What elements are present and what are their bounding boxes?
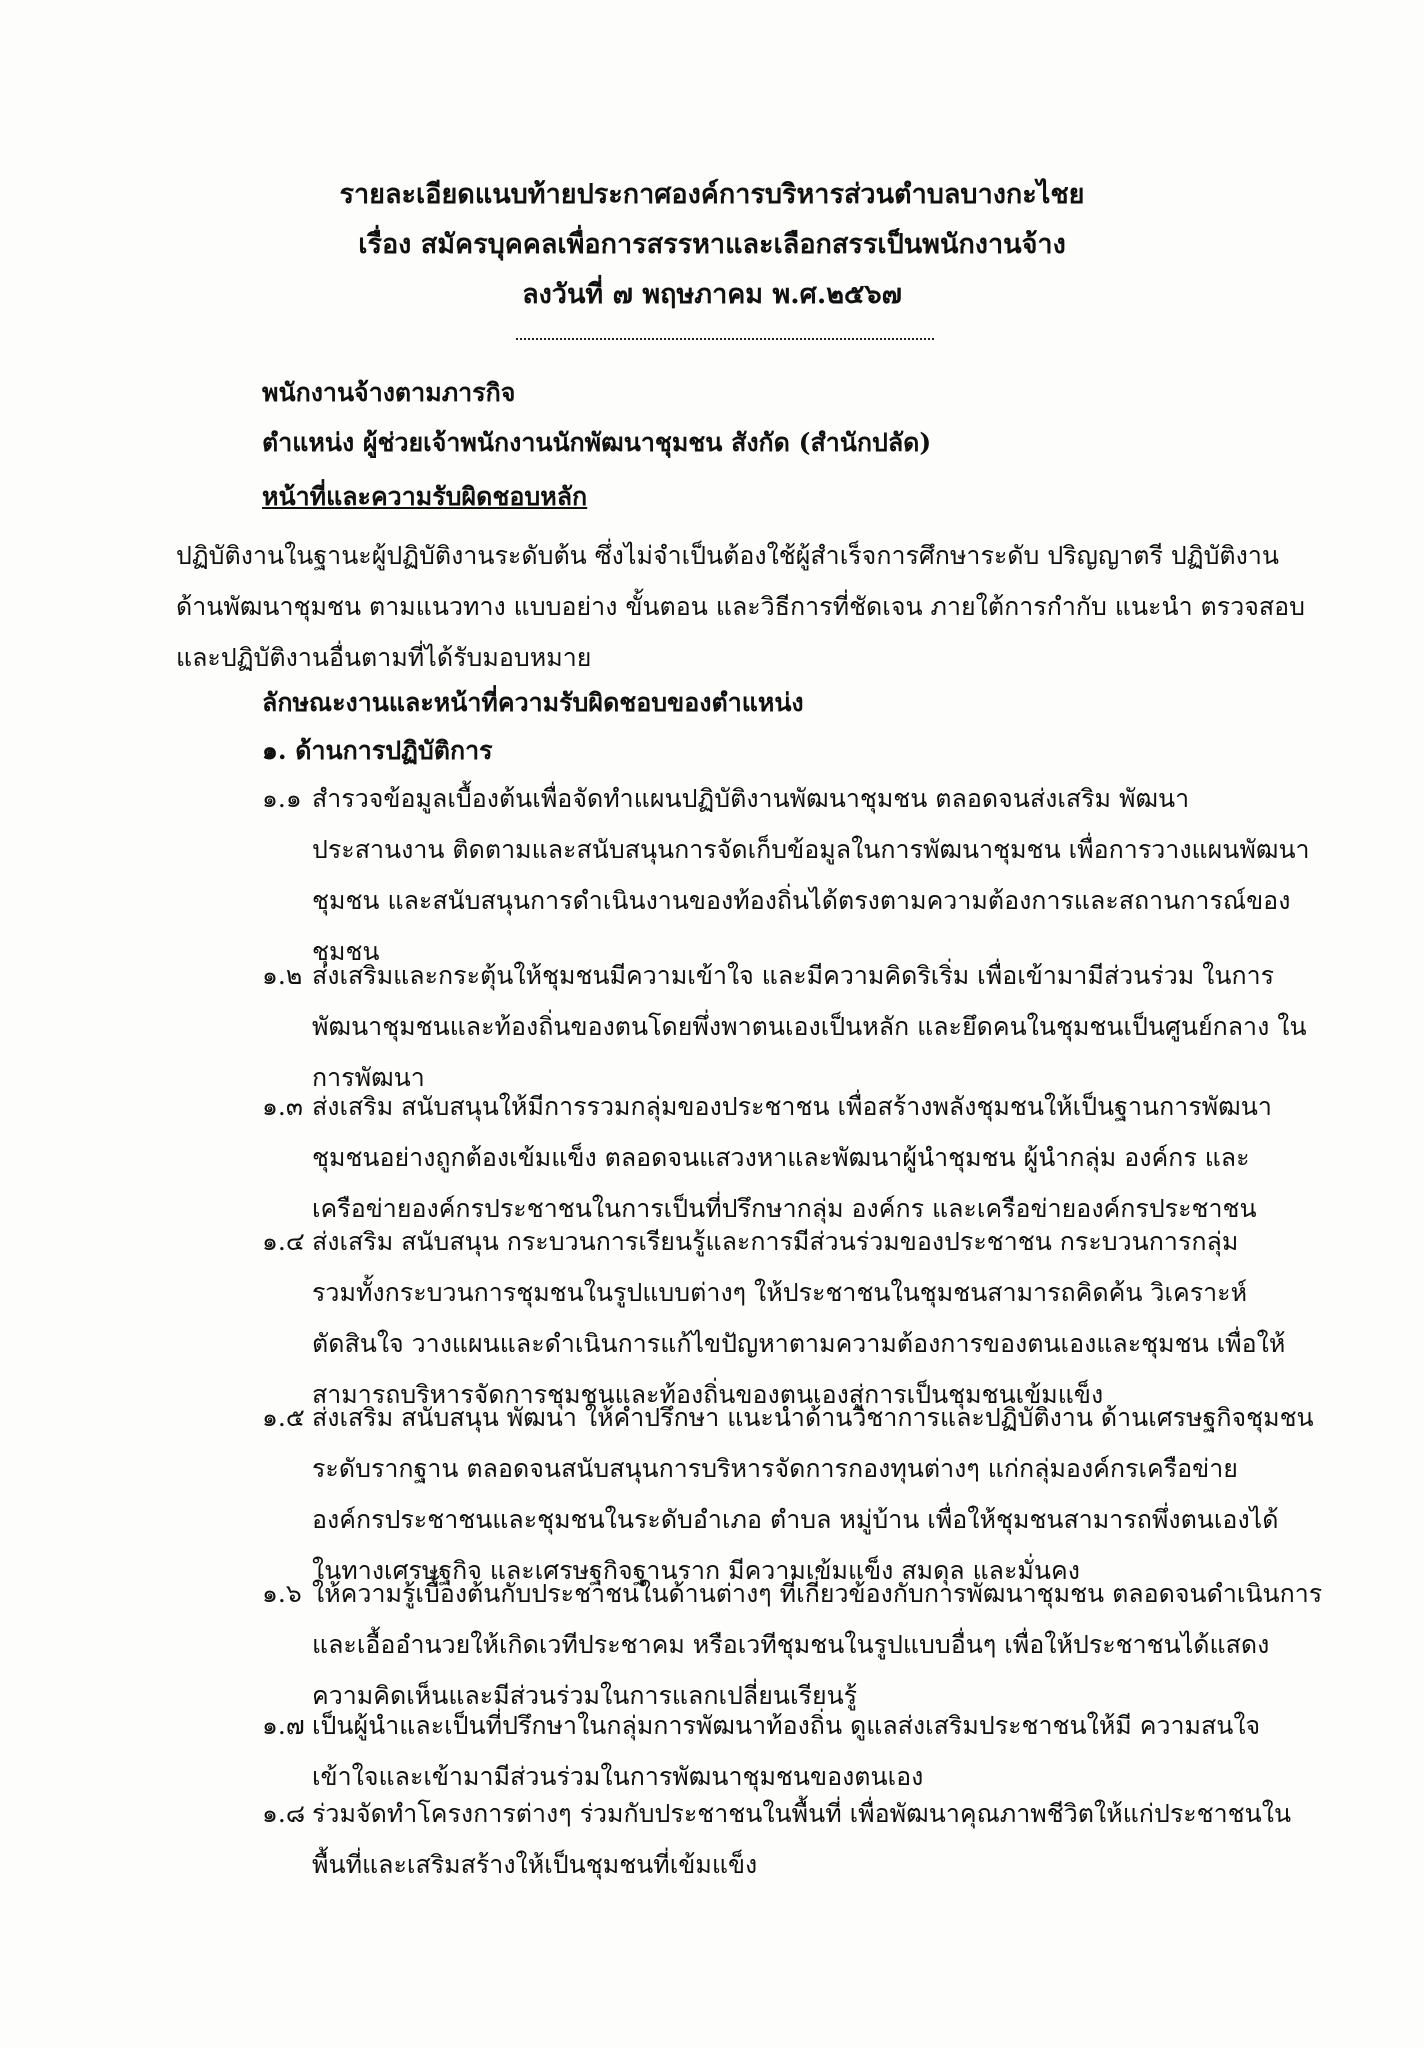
duty-item-1-1 — [262, 773, 1310, 977]
duty-item-1-3 — [262, 1081, 1272, 1234]
duty-item-1-4 — [262, 1216, 1286, 1420]
item-line: ชุมชน และสนับสนุนการดำเนินงานของท้องถิ่นได้ตรงตามความต้องการและสถานการณ์ของ — [312, 886, 1291, 915]
item-line: และเอื้ออำนวยให้เกิดเวทีประชาคม หรือเวทีชุมชนในรูปแบบอื่นๆ เพื่อให้ประชาชนได้แสดง — [312, 1630, 1270, 1659]
duty-item-1-7 — [262, 1700, 1272, 1802]
item-number: ๑.๗ — [262, 1711, 305, 1740]
item-line: เข้าใจและเข้ามามีส่วนร่วมในการพัฒนาชุมชนของตนเอง — [312, 1762, 924, 1791]
item-line: สำรวจข้อมูลเบื้องต้นเพื่อจัดทำแผนปฏิบัติงานพัฒนาชุมชน ตลอดจนส่งเสริม พัฒนา — [312, 784, 1190, 813]
item-line: สามารถบริหารจัดการชุมชนและท้องถิ่นของตนเองสู่การเป็นชุมชนเข้มแข็ง — [312, 1380, 1104, 1409]
summary-line: ปฏิบัติงานในฐานะผู้ปฏิบัติงานระดับต้น ซึ่งไม่จำเป็นต้องใช้ผู้สำเร็จการศึกษาระดับ ปริญญาตรี ปฏิบัติงาน — [176, 541, 1280, 570]
header-line-2: เรื่อง สมัครบุคคลเพื่อการสรรหาและเลือกสรรเป็นพนักงานจ้าง — [358, 229, 1066, 260]
item-line: ระดับรากฐาน ตลอดจนสนับสนุนการบริหารจัดการกองทุนต่างๆ แก่กลุ่มองค์กรเครือข่าย — [312, 1454, 1238, 1483]
item-line: ชุมชนอย่างถูกต้องเข้มแข็ง ตลอดจนแสวงหาและพัฒนาผู้นำชุมชน ผู้นำกลุ่ม องค์กร และ — [312, 1143, 1250, 1172]
summary-line: และปฏิบัติงานอื่นตามที่ได้รับมอบหมาย — [176, 643, 592, 672]
item-number: ๑.๕ — [262, 1403, 305, 1432]
item-line: รวมทั้งกระบวนการชุมชนในรูปแบบต่างๆ ให้ประชาชนในชุมชนสามารถคิดค้น วิเคราะห์ — [312, 1278, 1248, 1307]
item-line: ชุมชน — [312, 937, 380, 966]
item-line: เป็นผู้นำและเป็นที่ปรึกษาในกลุ่มการพัฒนาท้องถิ่น ดูแลส่งเสริมประชาชนให้มี ความสนใจ — [312, 1711, 1261, 1740]
item-line: ตัดสินใจ วางแผนและดำเนินการแก้ไขปัญหาตามความต้องการของตนเองและชุมชน เพื่อให้ — [312, 1329, 1286, 1358]
header-line-3: ลงวันที่ ๗ พฤษภาคม พ.ศ.๒๕๖๗ — [522, 279, 902, 310]
item-number: ๑.๑ — [262, 784, 302, 813]
duty-item-1-5 — [262, 1392, 1314, 1596]
item-line: ส่งเสริมและกระตุ้นให้ชุมชนมีความเข้าใจ และมีความคิดริเริ่ม เพื่อเข้ามามีส่วนร่วม ในการ — [312, 961, 1275, 990]
item-line: ความคิดเห็นและมีส่วนร่วมในการแลกเปลี่ยนเรียนรู้ — [312, 1681, 858, 1710]
item-line: ส่งเสริม สนับสนุน พัฒนา ให้คำปรึกษา แนะนำด้านวิชาการและปฏิบัติงาน ด้านเศรษฐกิจชุมชน — [312, 1403, 1314, 1432]
item-line: ประสานงาน ติดตามและสนับสนุนการจัดเก็บข้อมูลในการพัฒนาชุมชน เพื่อการวางแผนพัฒนา — [312, 835, 1310, 864]
duties-summary — [176, 530, 1306, 683]
summary-line: ด้านพัฒนาชุมชน ตามแนวทาง แบบอย่าง ขั้นตอน และวิธีการที่ชัดเจน ภายใต้การกำกับ แนะนำ ตรวจสอบ — [176, 592, 1306, 621]
item-line: ร่วมจัดทำโครงการต่างๆ ร่วมกับประชาชนในพื้นที่ เพื่อพัฒนาคุณภาพชีวิตให้แก่ประชาชนใน — [312, 1799, 1292, 1828]
item-number: ๑.๓ — [262, 1092, 303, 1121]
item-line: เครือข่ายองค์กรประชาชนในการเป็นที่ปรึกษากลุ่ม องค์กร และเครือข่ายองค์กรประชาชน — [312, 1194, 1257, 1223]
employee-type: พนักงานจ้างตามภารกิจ — [262, 378, 516, 407]
item-number: ๑.๒ — [262, 961, 303, 990]
item-number: ๑.๘ — [262, 1799, 306, 1828]
header-line-1: รายละเอียดแนบท้ายประกาศองค์การบริหารส่วนตำบลบางกะไชย — [339, 179, 1085, 210]
item-line: พัฒนาชุมชนและท้องถิ่นของตนโดยพึ่งพาตนเองเป็นหลัก และยึดคนในชุมชนเป็นศูนย์กลาง ใน — [312, 1012, 1307, 1041]
item-number: ๑.๔ — [262, 1227, 305, 1256]
item-line: ส่งเสริม สนับสนุน กระบวนการเรียนรู้และการมีส่วนร่วมของประชาชน กระบวนการกลุ่ม — [312, 1227, 1239, 1256]
item-line: ส่งเสริม สนับสนุนให้มีการรวมกลุ่มของประชาชน เพื่อสร้างพลังชุมชนให้เป็นฐานการพัฒนา — [312, 1092, 1272, 1121]
duty-item-1-6 — [262, 1568, 1323, 1721]
item-number: ๑.๖ — [262, 1579, 302, 1608]
document-header — [0, 170, 1424, 320]
duties-heading: หน้าที่และความรับผิดชอบหลัก — [262, 482, 588, 511]
item-line: การพัฒนา — [312, 1063, 425, 1092]
duty-item-1-8 — [262, 1788, 1292, 1890]
position-title: ตำแหน่ง ผู้ช่วยเจ้าพนักงานนักพัฒนาชุมชน สังกัด (สำนักปลัด) — [262, 428, 932, 457]
item-line: องค์กรประชาชนและชุมชนในระดับอำเภอ ตำบล หมู่บ้าน เพื่อให้ชุมชนสามารถพึ่งตนเองได้ — [312, 1505, 1279, 1534]
dotted-divider — [516, 338, 934, 340]
section-1-heading: ๑. ด้านการปฏิบัติการ — [262, 736, 493, 765]
item-line: ให้ความรู้เบื้องต้นกับประชาชนในด้านต่างๆ ที่เกี่ยวข้องกับการพัฒนาชุมชน ตลอดจนดำเนินการ — [312, 1579, 1323, 1608]
item-line: ในทางเศรษฐกิจ และเศรษฐกิจฐานราก มีความเข้มแข็ง สมดุล และมั่นคง — [312, 1556, 1080, 1585]
item-line: พื้นที่และเสริมสร้างให้เป็นชุมชนที่เข้มแข็ง — [312, 1850, 758, 1879]
characteristics-heading: ลักษณะงานและหน้าที่ความรับผิดชอบของตำแหน่ง — [262, 688, 804, 717]
